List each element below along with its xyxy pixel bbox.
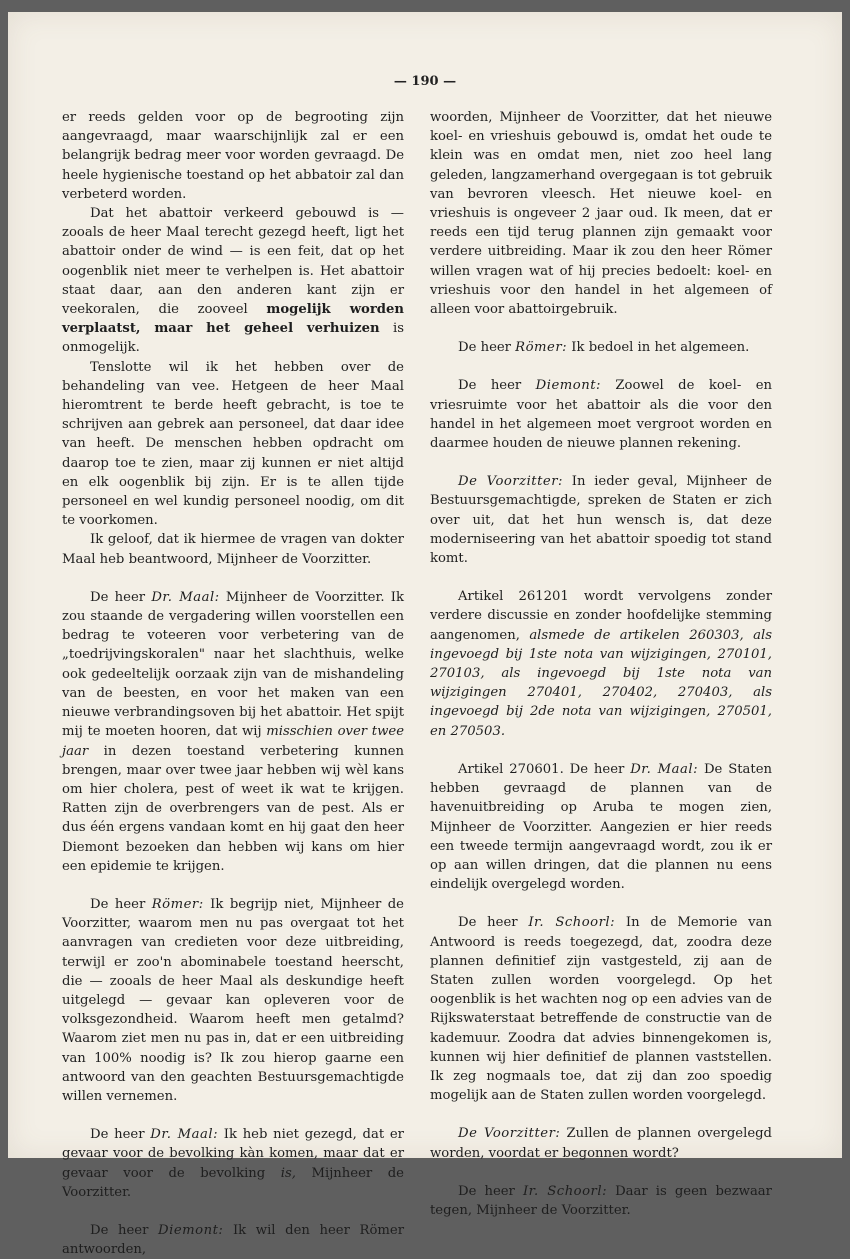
paragraph: woorden, Mijnheer de Voorzitter, dat het nieuwe koel- en vrieshuis gebouwd is, omdat het oude te klein was en omdat men, niet zoo heel lang geleden, langzamerhand overgegaan is tot gebruik van bevroren vleesch. Het nieuwe koel- en vrieshuis is ongeveer 2 jaar oud. Ik meen, dat er reeds een tijd terug plannen zijn gemaakt voor verdere uitbreiding. Maar ik zou den heer Römer willen vragen wat of hij precies bedoelt: koel- en vrieshuis voor den handel in het algemeen of alleen voor abattoirgebruik. — [430, 110, 772, 318]
speech-paragraph: De heer Ir. Schoorl: In de Memorie van Antwoord is reeds toegezegd, dat, zoodra deze plannen definitief zijn vastgesteld, zij aan de Staten zullen worden voorgelegd. Op het oogenblik is het wachten nog op een advies van de Rijkswaterstaat betreffende de constructie van de kademuur. Zoodra dat advies binnengekomen is, kunnen wij hier definitief de plannen vaststellen. Ik zeg nogmaals toe, dat zij dan zoo spoedig mogelijk aan de Staten zullen worden voorgelegd. — [430, 915, 772, 1104]
speech-paragraph: De Voorzitter: In ieder geval, Mijnheer de Bestuursgemachtigde, spreken de Staten er zich over uit, dat het hun wensch is, dat deze moderniseering van het abattoir spoedig tot stand komt. — [430, 474, 772, 567]
paragraph: Dat het abattoir verkeerd gebouwd is — zooals de heer Maal terecht gezegd heeft, ligt het abattoir onder de wind — is een feit, dat op het oogenblik niet meer te verhelpen is. Het abattoir staat daar, aan den anderen kant zijn er veekoralen, die zooveel mogelijk worden verplaatst, maar het geheel verhuizen is onmogelijk. — [62, 206, 404, 356]
speaker-name: Dr. Maal: — [151, 589, 220, 605]
speaker-name: Dr. Maal: — [150, 1127, 219, 1143]
speaker-name: De Voorzitter: — [458, 1126, 561, 1142]
speaker-name: Römer: — [151, 896, 204, 912]
speech-paragraph: De heer Ir. Schoorl: Daar is geen bezwaar tegen, Mijnheer de Voorzitter. — [430, 1183, 772, 1218]
speech-paragraph: De Voorzitter: Zullen de plannen overgelegd worden, voordat er begonnen wordt? — [430, 1126, 773, 1161]
speech-paragraph: De heer Dr. Maal: Mijnheer de Voorzitter. Ik zou staande de vergadering willen voorstellen een bedrag te voteeren voor verbetering van de „toedrijvingskoralen" naar het slachthuis, welke ook gedeeltelijk oorzaak zijn van de mishandeling van de beesten, en voor het maken van een nieuwe verbrandingsoven bij het abattoir. Het spijt mij te moeten hooren, dat wij misschien over twee jaar in dezen toestand verbetering kunnen brengen, maar over twee jaar hebben wij wèl kans om hier cholera, pest of weet ik wat te krijgen. Ratten zijn de overbrengers van de pest. Als er dus één ergens vandaan komt en hij gaat den heer Diemont bezoeken dan hebben wij kans om hier een epidemie te krijgen. — [62, 589, 405, 874]
speaker-name: Diemont: — [158, 1222, 224, 1238]
speaker-name: Dr. Maal: — [630, 761, 699, 777]
page-number: — 190 — — [393, 74, 457, 89]
paragraph: Tenslotte wil ik het hebben over de behandeling van vee. Hetgeen de heer Maal hieromtrent te berde heeft gebracht, is toe te schrijven aan gebrek aan personeel, dat daar idee van heeft. De menschen hebben opdracht om daarop toe te zien, maar zij kunnen er niet altijd en elk oogenblik bij zijn. Er is te allen tijde personeel en wel kundig personeel noodig, om dit te voorkomen. — [62, 359, 404, 529]
right-column — [430, 108, 772, 1220]
speech-paragraph: De heer Diemont: Zoowel de koel- en vriesruimte voor het abattoir als die voor den handel in het algemeen moet vergroot worden en daarmee houden de nieuwe plannen rekening. — [430, 378, 773, 452]
paragraph: Ik geloof, dat ik hiermee de vragen van dokter Maal heb beantwoord, Mijnheer de Voorzitter. — [62, 532, 404, 567]
speech-paragraph: De heer Diemont: Ik wil den heer Römer antwoorden, — [62, 1222, 405, 1258]
speech-paragraph: De heer Römer: Ik begrijp niet, Mijnheer de Voorzitter, waarom men nu pas overgaat tot het aanvragen van credieten voor deze uitbreiding, terwijl er zoo'n abominabele toestand heerscht, die — zooals de heer Maal als deskundige heeft uitgelegd — gevaar kan opleveren voor de volksgezondheid. Waarom heeft men getalmd? Waarom ziet men nu pas in, dat er een uitbreiding van 100% noodig is? Ik zou hierop gaarne een antwoord van den geachten Bestuursgemachtigde willen vernemen. — [62, 896, 404, 1104]
document-page — [8, 12, 842, 1258]
speaker-name: Römer: — [515, 340, 568, 356]
paragraph: er reeds gelden voor op de begrooting zijn aangevraagd, maar waarschijnlijk zal er een belangrijk bedrag meer voor worden gevraagd. De heele hygienische toestand op het abbatoir zal dan verbeterd worden. — [62, 110, 404, 202]
speaker-name: Ir. Schoorl: — [528, 915, 616, 931]
speech-paragraph: Artikel 270601. De heer Dr. Maal: De Staten hebben gevraagd de plannen van de havenuitbreiding op Aruba te mogen zien, Mijnheer de Voorzitter. Aangezien er hier reeds een tweede termijn aangevraagd wordt, zou ik er op aan willen dringen, dat die plannen nu eens eindelijk overgelegd worden. — [430, 761, 772, 893]
motion-paragraph: Artikel 261201 wordt vervolgens zonder verdere discussie en zonder hoofdelijke stemming aangenomen, alsmede de artikelen 260303, als ingevoegd bij 1ste nota van wijzigingen, 270101, 270103, als ingevoegd bij 1ste nota van wijzigingen 270401, 270402, 270403, als ingevoegd bij 2de nota van wijzigingen, 270501, en 270503. — [430, 589, 772, 739]
speaker-name: Diemont: — [535, 378, 601, 394]
left-column — [62, 108, 404, 1259]
speech-paragraph: De heer Römer: Ik bedoel in het algemeen. — [458, 340, 750, 356]
speaker-name: Ir. Schoorl: — [522, 1183, 608, 1199]
speech-paragraph: De heer Dr. Maal: Ik heb niet gezegd, dat er gevaar voor de bevolking kàn komen, maar dat er gevaar voor de bevolking is, Mijnheer de Voorzitter. — [62, 1127, 404, 1200]
speaker-name: De Voorzitter: — [458, 474, 563, 490]
